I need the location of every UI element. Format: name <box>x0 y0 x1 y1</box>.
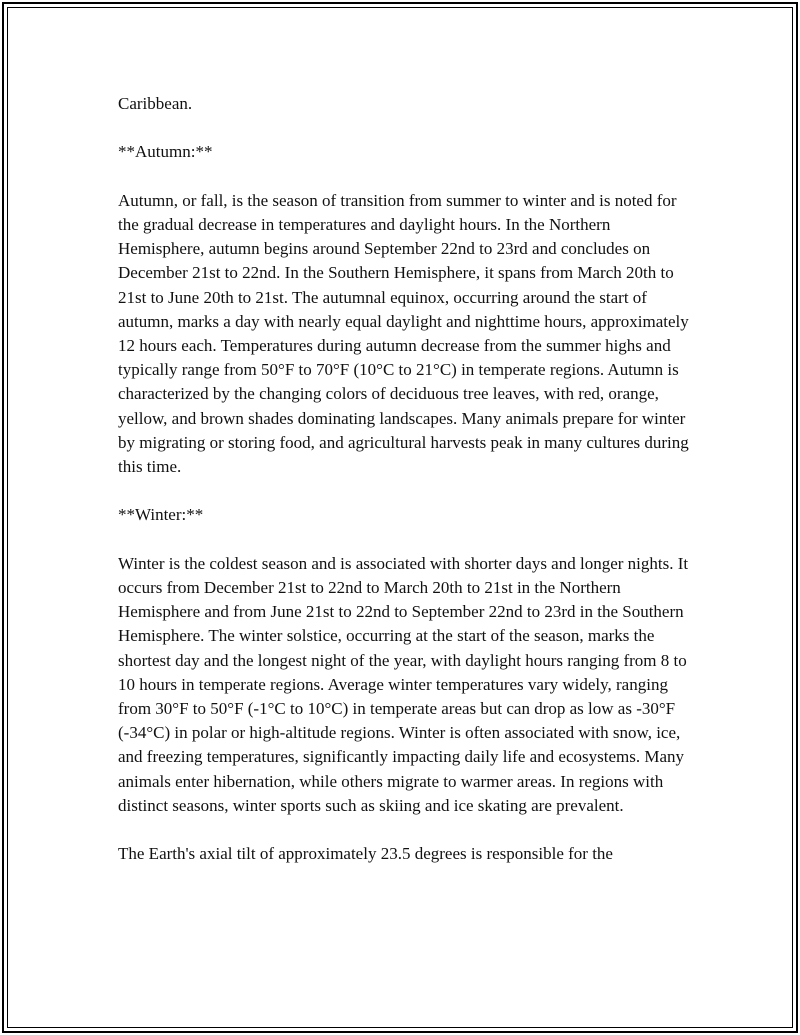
document-body <box>118 92 690 891</box>
paragraph-winter: Winter is the coldest season and is associated with shorter days and longer nights. It occurs from December 21st to 22nd to March 20th to 21st in the Northern Hemisphere and from June 21st to 22nd to September 22nd to 23rd in the Southern Hemisphere. The winter solstice, occurring at the start of the season, marks the shortest day and the longest night of the year, with daylight hours ranging from 8 to 10 hours in temperate regions. Average winter temperatures vary widely, ranging from 30°F to 50°F (-1°C to 10°C) in temperate areas but can drop as low as -30°F (-34°C) in polar or high-altitude regions. Winter is often associated with snow, ice, and freezing temperatures, significantly impacting daily life and ecosystems. Many animals enter hibernation, while others migrate to warmer areas. In regions with distinct seasons, winter sports such as skiing and ice skating are prevalent. <box>118 553 689 815</box>
paragraph-autumn: Autumn, or fall, is the season of transition from summer to winter and is noted for the gradual decrease in temperatures and daylight hours. In the Northern Hemisphere, autumn begins around September 22nd to 23rd and concludes on December 21st to 22nd. In the Southern Hemisphere, it spans from March 20th to 21st to June 20th to 21st. The autumnal equinox, occurring around the start of autumn, marks a day with nearly equal daylight and nighttime hours, approximately 12 hours each. Temperatures during autumn decrease from the summer highs and typically range from 50°F to 70°F (10°C to 21°C) in temperate regions. Autumn is characterized by the changing colors of deciduous tree leaves, with red, orange, yellow, and brown shades dominating landscapes. Many animals prepare for winter by migrating or storing food, and agricultural harvests peak in many cultures during this time. <box>118 190 689 477</box>
heading-autumn: **Autumn:** <box>118 142 213 162</box>
paragraph-continuation: Caribbean. <box>118 94 193 113</box>
heading-winter: **Winter:** <box>118 505 204 525</box>
paragraph-axial-tilt: The Earth's axial tilt of approximately 23.5 degrees is responsible for the <box>118 844 613 864</box>
